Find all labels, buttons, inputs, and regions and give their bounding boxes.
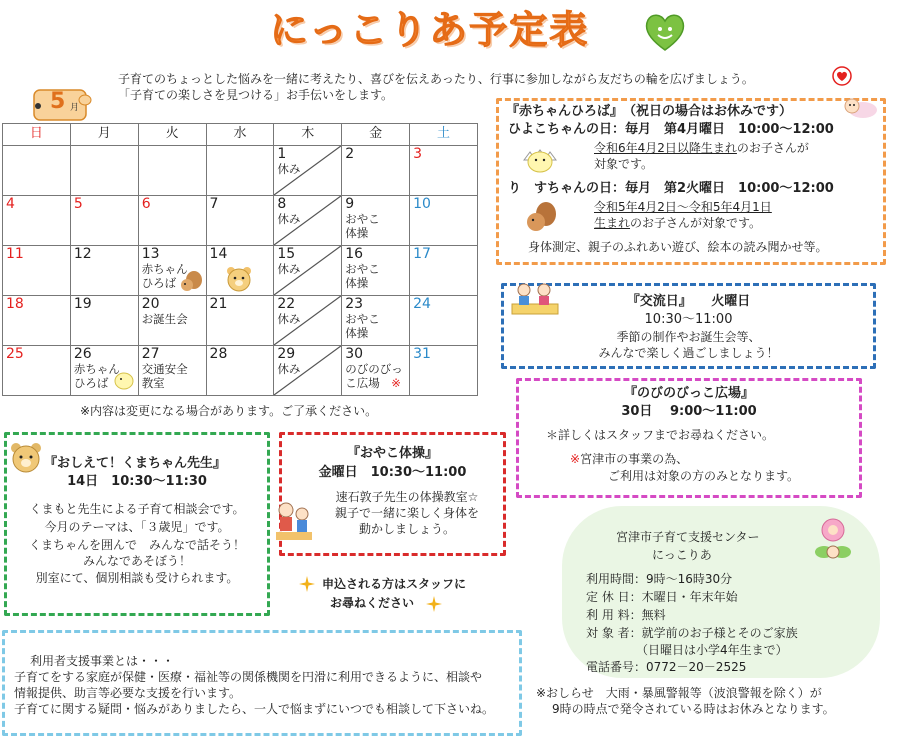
center-hours: 利用時間：9時～16時30分 [586, 572, 733, 586]
calendar-day-cell [70, 146, 138, 196]
month-badge [30, 86, 92, 126]
closed-day-slash [274, 296, 341, 345]
closed-day-slash [274, 346, 341, 395]
day-event-note: 教室 [141, 376, 165, 390]
calendar-day-cell [138, 346, 206, 396]
calendar-day-cell [206, 346, 274, 396]
day-number: 17 [413, 246, 431, 262]
day-number: 23 [345, 296, 364, 312]
baby-icon [843, 96, 879, 120]
closed-day-slash [274, 196, 341, 245]
day-number: 19 [73, 296, 92, 312]
closed-day-slash [274, 146, 341, 195]
small-heart-icon [832, 66, 852, 86]
calendar-week-row [3, 146, 478, 196]
nobinobi-title: 『のびのびっこ広場』 [623, 386, 754, 401]
sparkle-icon [426, 596, 442, 612]
support-line-3: 情報提供、助言等必要な支援を行います。 [14, 686, 242, 700]
center-fee: 利 用 料：無料 [586, 608, 666, 622]
day-number: 6 [141, 196, 151, 212]
calendar-day-cell [410, 146, 478, 196]
day-number: 21 [209, 296, 228, 312]
calendar-day-cell [138, 296, 206, 346]
calendar-day-cell [3, 196, 71, 246]
calendar-day-cell [274, 296, 342, 346]
day-number: 7 [209, 196, 219, 212]
nobinobi-line-1: ＊詳しくはスタッフまでお尋ねください。 [546, 428, 775, 442]
day-event-note: おやこ [345, 262, 380, 276]
calendar-day-cell [3, 146, 71, 196]
closed-day-slash [274, 246, 341, 295]
oyako-title: 『おやこ体操』 [346, 446, 438, 461]
day-event-note: 休み [277, 212, 301, 226]
koryu-desc-1: 季節の制作やお誕生会等、 [616, 330, 761, 344]
calendar-table [2, 123, 478, 396]
day-number: 25 [6, 346, 24, 362]
day-event-note: ひろば [141, 276, 177, 290]
calendar-day-cell [274, 246, 342, 296]
apply-line-1: 申込される方はスタッフに [322, 577, 467, 591]
kuma-line-5: 別室にて、個別相談も受けられます。 [35, 571, 239, 585]
nobinobi-line-2: ※宮津市の事業の為、 [570, 452, 689, 466]
day-number: 3 [413, 146, 422, 162]
heart-logo-icon [642, 10, 688, 54]
kuma-line-4: みんなであそぼう！ [82, 554, 191, 568]
center-target: 対 象 者：就学前のお子様とそのご家族 [586, 626, 798, 640]
center-name-1: 宮津市子育て支援センター [616, 530, 760, 544]
calendar-day-cell [342, 346, 410, 396]
nobinobi-time: 30日 9:00～11:00 [621, 404, 757, 419]
kuma-title: 『おしえて！くまちゃん先生』 [44, 456, 227, 471]
day-number: 4 [6, 196, 15, 212]
day-number: 27 [141, 346, 160, 362]
risu-target-2: 生まれのお子さんが対象です。 [594, 216, 762, 230]
day-event-note: こ広場 ※ [345, 376, 401, 390]
hiyoko-schedule: ひよこちゃんの日：毎月 第4月曜日 10:00～12:00 [508, 122, 834, 137]
day-event-note: 体操 [345, 326, 369, 340]
calendar-day-cell [3, 346, 71, 396]
squirrel-icon [178, 270, 204, 294]
calendar-day-cell [206, 146, 274, 196]
day-event-note: お誕生会 [141, 312, 188, 326]
month-unit: 月 [70, 103, 80, 113]
day-event-note: 休み [277, 312, 301, 326]
day-number: 22 [277, 296, 296, 312]
page-title: にっこりあ予定表 [270, 8, 590, 52]
calendar-day-cell [70, 196, 138, 246]
day-number: 15 [277, 246, 296, 262]
calendar-week-row [3, 346, 478, 396]
day-number: 9 [345, 196, 355, 212]
weekday-header: 土 [410, 124, 478, 146]
hiyoko-target-1: 令和6年4月2日以降生まれのお子さんが [594, 141, 809, 155]
intro-line-2: 「子育ての楽しさを見つける」お手伝いをします。 [118, 88, 394, 102]
weekday-header: 水 [206, 124, 274, 146]
calendar-week-row [3, 196, 478, 246]
day-event-note: のびのびっ [345, 362, 403, 376]
chick-icon [520, 140, 560, 174]
day-event-note: 赤ちゃん [73, 362, 120, 376]
weekday-header: 月 [70, 124, 138, 146]
day-number: 8 [277, 196, 287, 212]
day-number: 11 [6, 246, 24, 262]
risu-schedule: り すちゃんの日：毎月 第2火曜日 10:00～12:00 [508, 181, 834, 196]
day-number: 5 [73, 196, 83, 212]
akachan-activities: 身体測定、親子のふれあい遊び、絵本の読み聞かせ等。 [528, 240, 828, 254]
notice-line-1: ※おしらせ 大雨・暴風警報等（波浪警報を除く）が [536, 686, 822, 700]
day-number: 18 [6, 296, 24, 312]
risu-target-1: 令和5年4月2日～令和5年4月1日 [594, 200, 772, 214]
calendar-day-cell [410, 296, 478, 346]
calendar-day-cell [274, 196, 342, 246]
day-number: 13 [141, 246, 160, 262]
bear-icon [8, 440, 44, 474]
calendar-day-cell [410, 196, 478, 246]
koryu-desc-2: みんなで楽しく過ごしましょう！ [598, 346, 779, 360]
support-line-1: 利用者支援事業とは・・・ [30, 654, 175, 668]
flower-icon [810, 516, 856, 566]
calendar-day-cell [206, 196, 274, 246]
day-event-note: 交通安全 [141, 362, 188, 376]
day-number: 2 [345, 146, 355, 162]
calendar-day-cell [342, 146, 410, 196]
calendar-day-cell [138, 196, 206, 246]
calendar-day-cell [3, 246, 71, 296]
intro-line-1: 子育てのちょっとした悩みを一緒に考えたり、喜びを伝えあったり、行事に参加しながら友だちの輪を広げましょう。 [118, 72, 754, 86]
calendar-day-cell [70, 246, 138, 296]
day-number: 20 [141, 296, 160, 312]
calendar-day-cell [342, 296, 410, 346]
day-number: 31 [413, 346, 431, 362]
kuma-time: 14日 10:30～11:30 [67, 474, 207, 489]
day-number: 29 [277, 346, 296, 362]
apply-line-2: お尋ねください [330, 596, 415, 610]
kuma-line-2: 今月のテーマは、「３歳児」です。 [44, 520, 230, 534]
weekday-header: 金 [342, 124, 410, 146]
day-event-note: 休み [277, 262, 301, 276]
day-number: 26 [73, 346, 92, 362]
note-mark: ※ [391, 376, 401, 390]
day-event-note: ひろば [73, 376, 109, 390]
oyako-line-3: 動かしましょう。 [358, 522, 455, 536]
akachan-title: 『赤ちゃんひろば』 （祝日の場合はお休みです） [506, 104, 793, 119]
day-event-note: 体操 [345, 226, 369, 240]
calendar-day-cell [342, 246, 410, 296]
support-line-4: 子育てに関する疑問・悩みがありましたら、一人で悩まずにいつでも相談して下さいね。 [14, 702, 495, 716]
day-number: 24 [413, 296, 431, 312]
weekday-header: 木 [274, 124, 342, 146]
koryu-title: 『交流日』 火曜日 [626, 294, 751, 309]
bear-icon [224, 264, 254, 292]
center-target-2: （日曜日は小学4年生まで） [636, 643, 788, 657]
calendar-day-cell [70, 296, 138, 346]
support-line-2: 子育てをする家庭が保健・医療・福祉等の関係機関を円滑に利用できるように、相談や [14, 670, 483, 684]
month-number: 5 [50, 89, 66, 114]
kuma-line-1: くまもと先生による子育て相談会です。 [29, 502, 245, 516]
notice-line-2: 9時の時点で発令されている時はお休みとなります。 [552, 702, 835, 716]
kuma-line-3: くまちゃんを囲んで みんなで話そう！ [28, 538, 245, 552]
center-closed: 定 休 日：木曜日・年末年始 [586, 590, 738, 604]
calendar-note: ※内容は変更になる場合があります。ご了承ください。 [80, 404, 378, 418]
center-phone: 電話番号：0772－20－2525 [586, 660, 747, 674]
kids-icon [272, 500, 316, 544]
day-number: 28 [209, 346, 228, 362]
day-number: 14 [209, 246, 228, 262]
day-event-note: おやこ [345, 212, 380, 226]
oyako-line-2: 親子で一緒に楽しく身体を [334, 506, 479, 520]
squirrel-icon [522, 200, 558, 234]
day-event-note: 休み [277, 362, 301, 376]
calendar-day-cell [410, 246, 478, 296]
day-number: 30 [345, 346, 364, 362]
day-number: 10 [413, 196, 431, 212]
calendar-week-row [3, 296, 478, 346]
oyako-line-1: 速石敦子先生の体操教室☆ [335, 490, 479, 504]
calendar-day-cell [3, 296, 71, 346]
calendar-day-cell [274, 346, 342, 396]
weekday-header: 日 [3, 124, 71, 146]
nobinobi-line-3: ご利用は対象の方のみとなります。 [608, 469, 800, 483]
calendar-day-cell [342, 196, 410, 246]
calendar-day-cell [138, 146, 206, 196]
calendar-day-cell [410, 346, 478, 396]
day-event-note: 休み [277, 162, 301, 176]
oyako-time: 金曜日 10:30～11:00 [318, 465, 467, 480]
koryu-time: 10:30～11:00 [644, 312, 733, 327]
chick-icon [113, 370, 135, 390]
day-event-note: おやこ [345, 312, 380, 326]
sparkle-icon [299, 576, 315, 592]
calendar-day-cell [274, 146, 342, 196]
calendar-day-cell [206, 296, 274, 346]
day-event-note: 赤ちゃん [141, 262, 188, 276]
weekday-header: 火 [138, 124, 206, 146]
day-number: 16 [345, 246, 364, 262]
day-event-note: 体操 [345, 276, 369, 290]
center-name-2: にっこりあ [652, 548, 712, 562]
hiyoko-target-2: 対象です。 [594, 157, 654, 171]
day-number: 1 [277, 146, 287, 162]
day-number: 12 [73, 246, 92, 262]
